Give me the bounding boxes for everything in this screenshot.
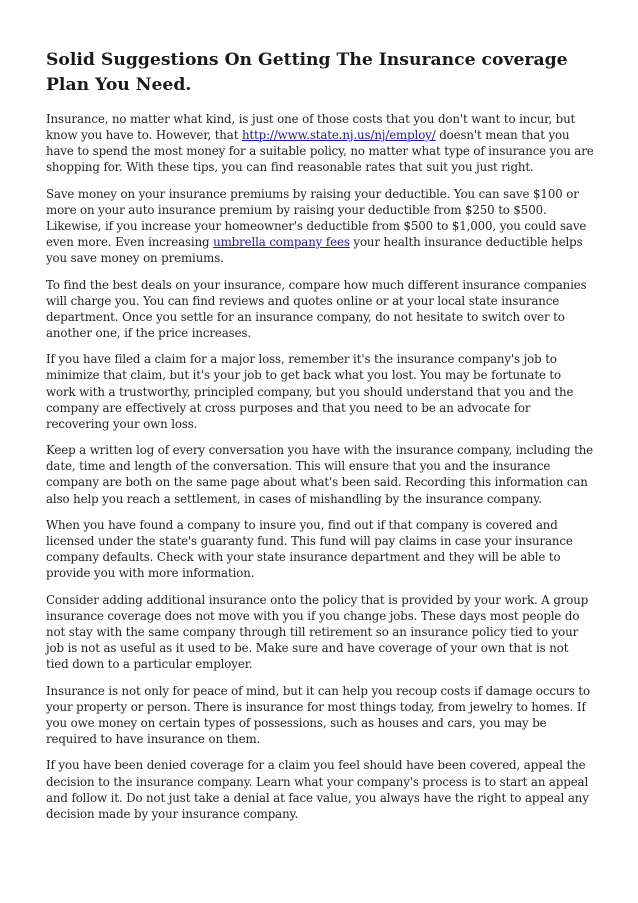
paragraph-1 [46,111,594,175]
page-title: Solid Suggestions On Getting The Insurance coverage Plan You Need. [46,50,568,95]
paragraph-2 [46,186,594,266]
paragraph-2-text-before: Save money on your insurance premiums by raising your deductible. You can save $100 or more on your auto insurance premium by raising your deductible from $250 to $500. Likewise, if you increase your homeowner's deductible from $500 to $1,000, you could save even more. Even increasing [46,186,587,250]
document-page [46,48,594,832]
paragraph-1-text-after: doesn't mean that you have to spend the most money for a suitable policy, no matter what type of insurance you are shopping for. With these tips, you can find reasonable rates that suit you just right. [46,128,594,175]
paragraph-6: When you have found a company to insure you, find out if that company is covered and licensed under the state's guaranty fund. This fund will pay claims in case your insurance company defaults. Check with your state insurance department and they will be able to provide you with more information. [46,518,573,581]
paragraph-4: If you have filed a claim for a major loss, remember it's the insurance company's job to minimize that claim, but it's your job to get back what you lost. You may be fortunate to work with a trustworthy, principled company, but you should understand that you and the company are effectively at cross purposes and that you need to be an advocate for recovering your own loss. [46,352,574,431]
paragraph-2-text-after: your health insurance deductible helps you save money on premiums. [46,235,583,266]
paragraph-9: If you have been denied coverage for a claim you feel should have been covered, appeal the decision to the insurance company. Learn what your company's process is to start an appeal and follow it. Do not just take a denial at face value, you always have the right to appeal any decision made by your insurance company. [46,758,589,821]
umbrella-company-fees-link[interactable]: umbrella company fees [213,235,350,250]
paragraph-3: To find the best deals on your insurance, compare how much different insurance companies will charge you. You can find reviews and quotes online or at your local state insurance department. Once you settle for an insurance company, do not hesitate to switch over to another one, if the price increases. [46,277,587,340]
state-nj-employ-link[interactable]: http://www.state.nj.us/nj/employ/ [241,128,436,143]
paragraph-1-text-before: Insurance, no matter what kind, is just one of those costs that you don't want to incur, but know you have to. However, that [46,112,576,143]
paragraph-5: Keep a written log of every conversation you have with the insurance company, including the date, time and length of the conversation. This will ensure that you and the insurance company are both on the same page about what's been said. Recording this information can also help you reach a settlement, in cases of mishandling by the insurance company. [46,443,594,506]
paragraph-7: Consider adding additional insurance onto the policy that is provided by your work. A group insurance coverage does not move with you if you change jobs. These days most people do not stay with the same company through till retirement so an insurance policy tied to your job is not as useful as it used to be. Make sure and have coverage of your own that is not tied down to a particular employer. [46,592,589,672]
paragraph-8: Insurance is not only for peace of mind, but it can help you recoup costs if damage occurs to your property or person. There is insurance for most things today, from jewelry to homes. If you owe money on certain types of possessions, such as houses and cars, you may be required to have insurance on them. [46,683,590,746]
